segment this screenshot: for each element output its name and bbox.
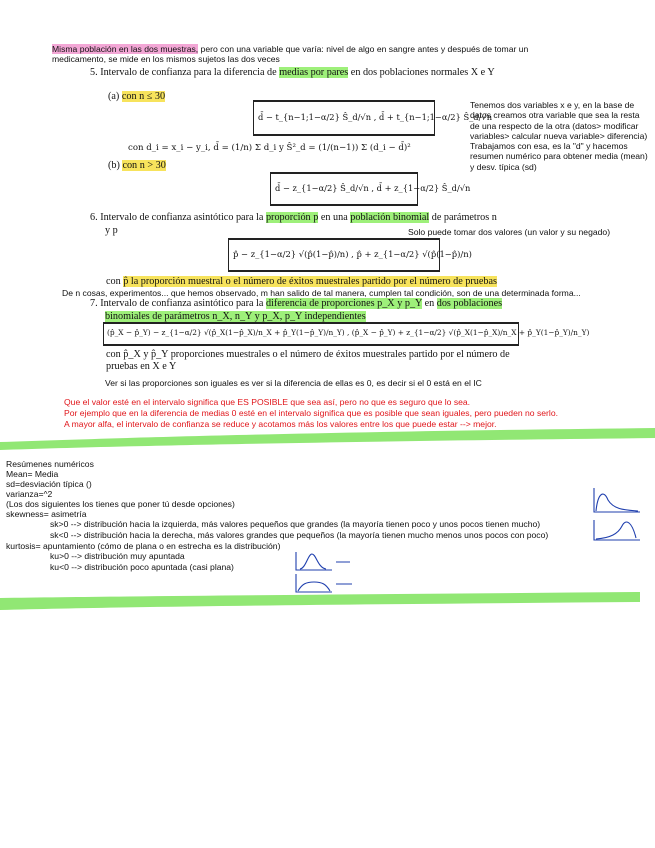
item5-heading xyxy=(90,67,495,79)
item6-post: de parámetros n xyxy=(429,212,497,223)
summary-line-5: (Los dos siguientes los tienes que poner tú desde opciones) xyxy=(6,499,235,509)
item6-formula: p̂ − z_{1−α/2} √(p̂(1−p̂)/n) , p̂ + z_{1−α/2} √(p̂(1−p̂)/n) xyxy=(233,249,472,259)
item7-highlight-2b: binomiales de parámetros n_X, n_Y y p_X, p_Y independientes xyxy=(105,311,366,322)
item5a-formula: d̄ − t_{n−1;1−α/2} Ŝ_d/√n , d̄ + t_{n−1;1−α/2} Ŝ_d/√n xyxy=(258,112,493,122)
item6-con: con xyxy=(106,276,124,287)
skewness-sketches-icon xyxy=(588,482,648,546)
item6-note: De n cosas, experimentos... que hemos observado, m han salido de tal manera, cumplen tal condición, son de una determinada forma... xyxy=(62,288,581,298)
item7-mid: en xyxy=(422,298,437,309)
summary-line-1: Resúmenes numéricos xyxy=(6,459,94,469)
item7-con-1: con p̂_X y p̂_Y proporciones muestrales o el número de éxitos muestrales partido por el número de xyxy=(106,349,510,360)
item5-number: 5. xyxy=(90,67,98,78)
skewness-negative: sk<0 --> distribución hacia la derecha, más valores grandes que pequeños (la mayoría tienen mucho menos unos pocos con poco) xyxy=(50,530,549,540)
intro-line-2: medicamento, se mide en los mismos sujetos las dos veces xyxy=(52,54,280,64)
item6-con-line xyxy=(106,276,497,288)
intro-rest: pero con una variable que varía: nivel de algo en sangre antes y después de tomar un xyxy=(198,44,529,54)
item5-post: en dos poblaciones normales X e Y xyxy=(348,67,495,78)
item5-pre: Intervalo de confianza para la diferencia de xyxy=(100,67,280,78)
red-note-3: A mayor alfa, el intervalo de confianza se reduce y acotamos más los valores entre los que puede estar --> mejor. xyxy=(64,419,497,429)
item5a-label xyxy=(108,91,165,103)
summary-line-3: sd=desviación típica () xyxy=(6,479,92,489)
summary-line-6: skewness= asimetría xyxy=(6,509,87,519)
item5-highlight: medias por pares xyxy=(279,67,349,78)
green-marker-stroke-top xyxy=(0,424,655,450)
intro-highlight: Misma población en las dos muestras, xyxy=(52,44,199,54)
item7-con-2: pruebas en X e Y xyxy=(106,361,177,372)
item6-highlight-2: población binomial xyxy=(350,212,430,223)
item6-mid: en una xyxy=(318,212,351,223)
kurtosis-line: kurtosis= apuntamiento (cómo de plana o en estrecha es la distribución) xyxy=(6,541,281,551)
item5b-formula: d̄ − z_{1−α/2} Ŝ_d/√n , d̄ + z_{1−α/2} Ŝ_d/√n xyxy=(275,183,471,193)
item6-con-highlight: p̂ la proporción muestral o el número de éxitos muestrales partido por el número de pruebas xyxy=(123,276,497,287)
item6-highlight-1: proporción p xyxy=(265,212,319,223)
kurtosis-positive: ku>0 --> distribución muy apuntada xyxy=(50,551,185,561)
item7-note: Ver si las proporciones son iguales es ver si la diferencia de ellas es 0, es decir si el 0 está en el IC xyxy=(105,378,482,388)
item7-highlight-1: diferencia de proporciones p_X y p_Y xyxy=(265,298,423,309)
item5b-label xyxy=(108,160,166,172)
item5b-letter: (b) xyxy=(108,160,120,171)
summary-line-2: Mean= Media xyxy=(6,469,59,479)
item6-heading xyxy=(90,212,497,224)
item7-number: 7. xyxy=(90,298,98,309)
red-note-2: Por ejemplo que en la diferencia de medias 0 esté en el intervalo significa que es posible que sean iguales, pero pueden no serlo. xyxy=(64,408,558,418)
green-marker-stroke-bottom xyxy=(0,588,655,614)
item5-side-note: Tenemos dos variables x e y, en la base de datos creamos otra variable que sea la resta de una respecto de la otra (datos> modificar variables> calcular nueva variable> diferencia) Trabajamos con esa, es la "d" y hacemos resumen numérico para obtener media (mean) y desv. típica (sd) xyxy=(470,100,648,172)
item6-number: 6. xyxy=(90,212,98,223)
item6-line-2: y p xyxy=(105,225,118,236)
item5a-letter: (a) xyxy=(108,91,120,102)
item7-highlight-2a: dos poblaciones xyxy=(436,298,503,309)
skewness-positive: sk>0 --> distribución hacia la izquierda, más valores pequeños que grandes (la mayoría tienen poco y unos pocos tienen mucho) xyxy=(50,519,541,529)
kurtosis-negative: ku<0 --> distribución poco apuntada (casi plana) xyxy=(50,562,234,572)
intro-line-1 xyxy=(52,44,528,54)
item5-definition: con d_i = x_i − y_i, d̄ = (1/n) Σ d_i y Ŝ²_d = (1/(n−1)) Σ (d_i − d̄)² xyxy=(128,143,411,153)
item7-heading xyxy=(90,298,502,310)
item5b-condition: con n > 30 xyxy=(122,160,166,171)
item5a-condition: con n ≤ 30 xyxy=(121,91,166,102)
red-note-1: Que el valor esté en el intervalo significa que ES POSIBLE que sea así, pero no que es seguro que lo sea. xyxy=(64,397,471,407)
item7-pre: Intervalo de confianza asintótico para la xyxy=(100,298,266,309)
item7-formula: (p̂_X − p̂_Y) − z_{1−α/2} √(p̂_X(1−p̂_X)/n_X + p̂_Y(1−p̂_Y)/n_Y) , (p̂_X − p̂_Y) + z_{1−α/2} √(p̂_X(1−p̂_X)/n_X + p̂_Y(1−p̂_Y)/n_Y) xyxy=(107,328,590,337)
item6-side-note: Solo puede tomar dos valores (un valor y su negado) xyxy=(408,227,611,237)
item6-pre: Intervalo de confianza asintótico para la xyxy=(100,212,266,223)
summary-line-4: varianza=^2 xyxy=(6,489,53,499)
